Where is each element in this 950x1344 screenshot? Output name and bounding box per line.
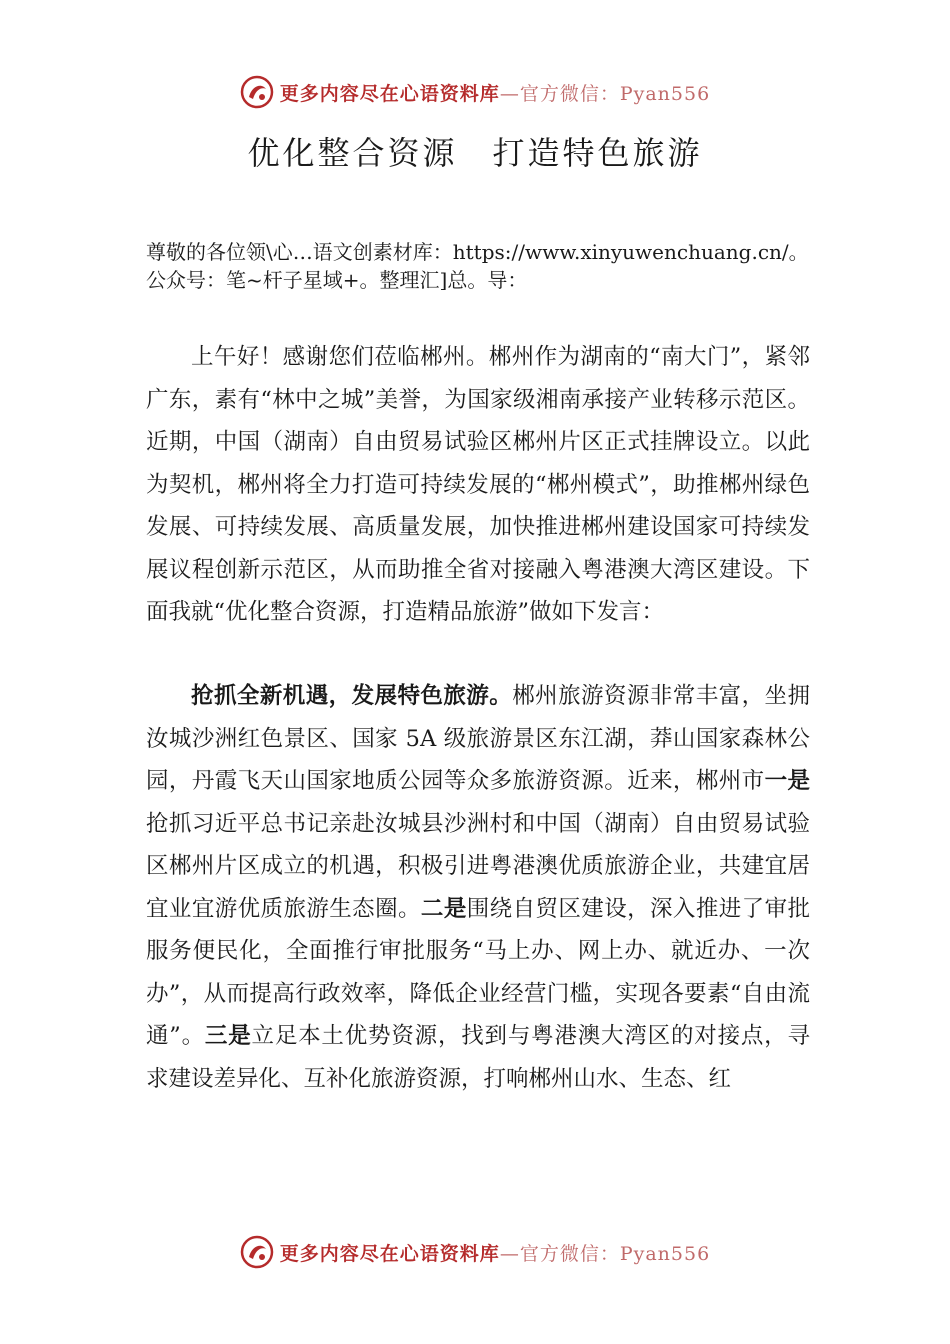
point-two-marker: 二是 xyxy=(420,895,467,922)
banner-main-text: 更多内容尽在心语资料库 xyxy=(279,1242,500,1265)
paragraph-opening: 上午好！感谢您们莅临郴州。郴州作为湖南的“南大门”，紧邻广东，素有“林中之城”美誉，为国家级湘南承接产业转移示范区。近期，中国（湖南）自由贸易试验区郴州片区正式挂牌设立。以此为契机，郴州将全力打造可持续发展的“郴州模式”，助推郴州绿色发展、可持续发展、高质量发展，加快推进郴州建设国家可持续发展议程创新示范区，从而助推全省对接融入粤港澳大湾区建设。下面我就“优化整合资源，打造精品旅游”做如下发言： xyxy=(146,344,810,625)
banner-wechat-label: 官方微信： xyxy=(519,82,620,105)
point-two-text: 围绕自贸区建设，深入推进了审批服务便民化，全面推行审批服务“马上办、网上办、就近办、一次办”，从而提高行政效率，降低企业经营门槛，实现各要素“自由流通”。 xyxy=(146,895,810,1049)
banner-separator: — xyxy=(499,1242,520,1265)
point-one-marker: 一是 xyxy=(764,768,810,794)
footer-banner xyxy=(0,1232,950,1272)
paragraph-intro: 郴州旅游资源非常丰富，坐拥汝城沙洲红色景区、国家 5A 级旅游景区东江湖，莽山国家森林公园，丹霞飞天山国家地质公园等众多旅游资源。近来，郴州市 xyxy=(146,683,810,794)
banner-separator: — xyxy=(499,82,520,105)
point-three-marker: 三是 xyxy=(204,1023,252,1049)
salutation-line: 尊敬的各位领\心…语文创素材库：https://www.xinyuwenchuang.cn/。公众号：笔~杆子星域+。整理汇]总。导： xyxy=(146,240,809,292)
banner-logo-icon xyxy=(240,1235,274,1269)
banner-wechat-label: 官方微信： xyxy=(519,1242,620,1265)
paragraph-tourism xyxy=(146,675,810,1100)
banner-logo-icon xyxy=(240,75,274,109)
point-one-text: 抢抓习近平总书记亲赴汝城县沙洲村和中国（湖南）自由贸易试验区郴州片区成立的机遇，积极引进粤港澳优质旅游企业，共建宜居宜业宜游优质旅游生态圈。 xyxy=(146,810,810,922)
banner-wechat-id: Pyan556 xyxy=(619,82,711,105)
banner-wechat-id: Pyan556 xyxy=(619,1242,711,1265)
document-title: 优化整合资源 打造特色旅游 xyxy=(247,134,703,172)
point-three-text: 立足本土优势资源，找到与粤港澳大湾区的对接点，寻求建设差异化、互补化旅游资源，打响郴州山水、生态、红 xyxy=(146,1023,810,1092)
banner-main-text: 更多内容尽在心语资料库 xyxy=(279,82,500,105)
header-banner xyxy=(0,72,950,112)
banner-text xyxy=(280,1239,710,1266)
paragraph-heading: 抢抓全新机遇，发展特色旅游。 xyxy=(191,683,513,709)
banner-text xyxy=(280,79,710,106)
